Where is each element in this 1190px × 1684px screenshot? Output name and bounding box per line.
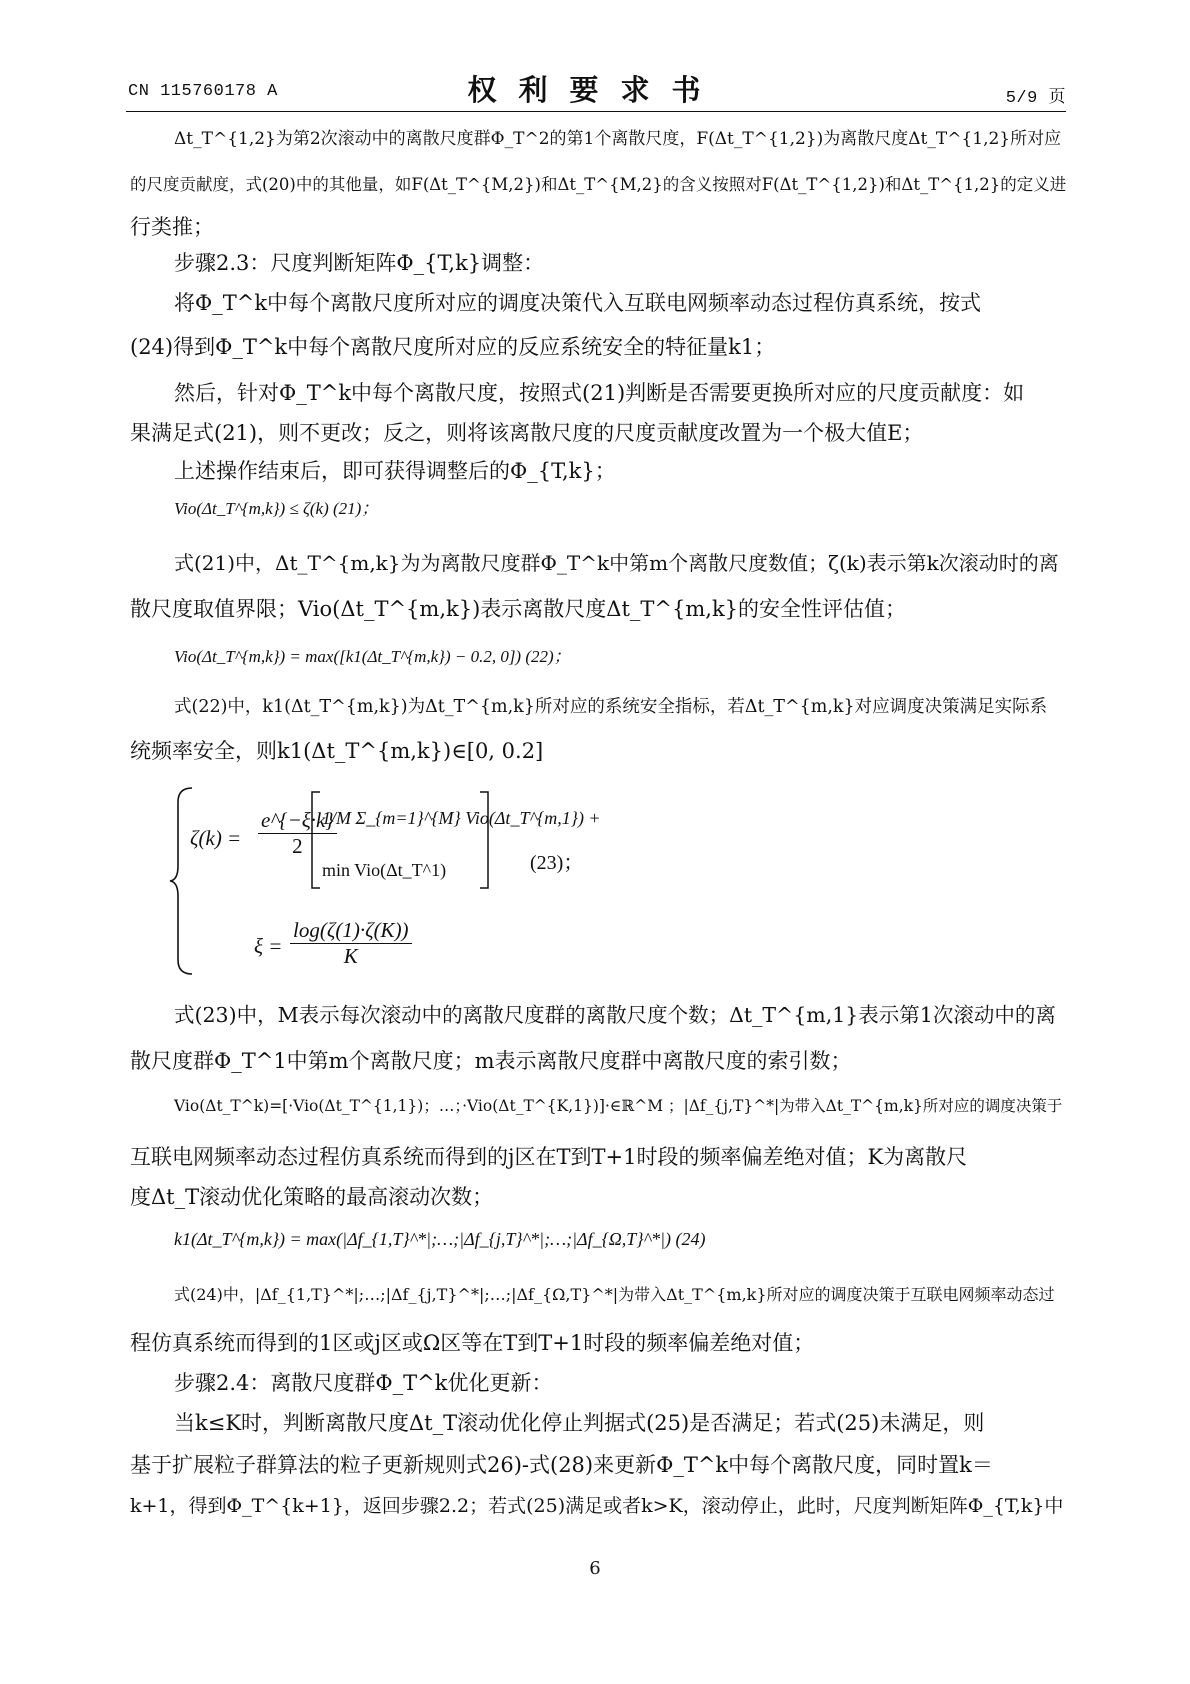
zeta-label: ζ(k) = [190,826,242,850]
text-line-11: 式(21)中，Δt_T^{m,k}为为离散尺度群Φ_T^k中第m个离散尺度数值；ζ(k)表示第k次滚动时的离 [174,551,1059,575]
sum-term: 1/M Σ_{m=1}^{M} Vio(Δt_T^{m,1}) + [322,808,601,828]
text-line-19: 互联电网频率动态过程仿真系统而得到的j区在T到T+1时段的频率偏差绝对值；K为离散尺 [130,1145,968,1169]
equation-21: Vio(Δt_T^{m,k}) ≤ ζ(k) (21)； [174,499,379,518]
text-line-8: 果满足式(21)，则不更改；反之，则将该离散尺度的尺度贡献度改置为一个极大值E； [130,421,924,445]
text-line-17: 散尺度群Φ_T^1中第m个离散尺度；m表示离散尺度群中离散尺度的索引数； [130,1049,852,1073]
equation-24: k1(Δt_T^{m,k}) = max(|Δf_{1,T}^*|;…;|Δf_{j,T}^*|;…;|Δf_{Ω,T}^*|) (24) [174,1229,706,1249]
header-divider [126,111,1066,112]
document-number: CN 115760178 A [128,82,278,101]
text-line-5: 将Φ_T^k中每个离散尺度所对应的调度决策代入互联电网频率动态过程仿真系统，按式 [174,291,982,315]
left-brace-icon [168,786,198,976]
text-line-9: 上述操作结束后，即可获得调整后的Φ_{T,k}； [174,459,616,483]
text-line-12: 散尺度取值界限；Vio(Δt_T^{m,k})表示离散尺度Δt_T^{m,k}的安全性评估值； [130,597,907,621]
xi-lhs [254,934,282,959]
page-number: 6 [589,1558,601,1579]
xi-fraction [290,918,412,969]
text-line-14: 式(22)中，k1(Δt_T^{m,k})为Δt_T^{m,k}所对应的系统安全指标，若Δt_T^{m,k}对应调度决策满足实际系 [174,697,1048,717]
text-line-24: 步骤2.4：离散尺度群Φ_T^k优化更新： [174,1371,553,1395]
text-line-18: Vio(Δt_T^k)=[·Vio(Δt_T^{1,1})；…；·Vio(Δt_T^{K,1})]·∈ℝ^M ；|Δf_{j,T}^*|为带入Δt_T^{m,k}所对应的调度决策于 [174,1097,1063,1115]
text-line-2: 的尺度贡献度，式(20)中的其他量，如F(Δt_T^{M,2})和Δt_T^{M,2}的含义按照对F(Δt_T^{1,2})和Δt_T^{1,2}的定义进 [130,175,1067,194]
page-title: 权利要求书 [467,73,723,107]
text-line-6: (24)得到Φ_T^k中每个离散尺度所对应的反应系统安全的特征量k1； [130,335,776,359]
text-line-20: 度Δt_T滚动优化策略的最高滚动次数； [130,1185,494,1209]
text-line-3: 行类推； [130,215,214,239]
xi-denominator: K [343,944,358,968]
text-line-4: 步骤2.3：尺度判断矩阵Φ_{T,k}调整： [174,251,545,275]
text-line-16: 式(23)中，M表示每次滚动中的离散尺度群的离散尺度个数；Δt_T^{m,1}表示第1次滚动中的离 [174,1003,1056,1027]
text-line-1: Δt_T^{1,2}为第2次滚动中的离散尺度群Φ_T^2的第1个离散尺度，F(Δt_T^{1,2})为离散尺度Δt_T^{1,2}所对应 [174,129,1062,149]
page-info: 5/9 页 [1005,89,1066,108]
min-term: min Vio(Δt_T^1) [322,860,447,880]
xi-numerator: log(ζ(1)·ζ(K)) [290,918,412,944]
zeta-lhs [190,826,241,851]
text-line-7: 然后，针对Φ_T^k中每个离散尺度，按照式(21)判断是否需要更换所对应的尺度贡献度：如 [174,381,1025,405]
equation-22: Vio(Δt_T^{m,k}) = max([k1(Δt_T^{m,k}) − 0.2, 0]) (22)； [174,647,571,666]
text-line-23: 程仿真系统而得到的1区或j区或Ω区等在T到T+1时段的频率偏差绝对值； [130,1331,815,1355]
text-line-15: 统频率安全，则k1(Δt_T^{m,k})∈[0, 0.2] [130,739,544,763]
equation-23-label: (23)； [530,852,584,874]
exp-denominator: 2 [292,834,303,858]
exp-numerator: e^{−ξ·k} [258,808,337,834]
text-line-22: 式(24)中，|Δf_{1,T}^*|;…;|Δf_{j,T}^*|;…;|Δf_{Ω,T}^*|为带入Δt_T^{m,k}所对应的调度决策于互联电网频率动态过 [174,1285,1055,1304]
xi-label: ξ = [254,934,283,958]
text-line-26: 基于扩展粒子群算法的粒子更新规则式26)-式(28)来更新Φ_T^k中每个离散尺度，同时置k＝ [130,1453,993,1477]
text-line-27: k+1，得到Φ_T^{k+1}，返回步骤2.2；若式(25)满足或者k>K，滚动停止，此时，尺度判断矩阵Φ_{T,k}中 [130,1495,1064,1517]
text-line-25: 当k≤K时，判断离散尺度Δt_T滚动优化停止判据式(25)是否满足；若式(25)未满足，则 [174,1411,985,1435]
